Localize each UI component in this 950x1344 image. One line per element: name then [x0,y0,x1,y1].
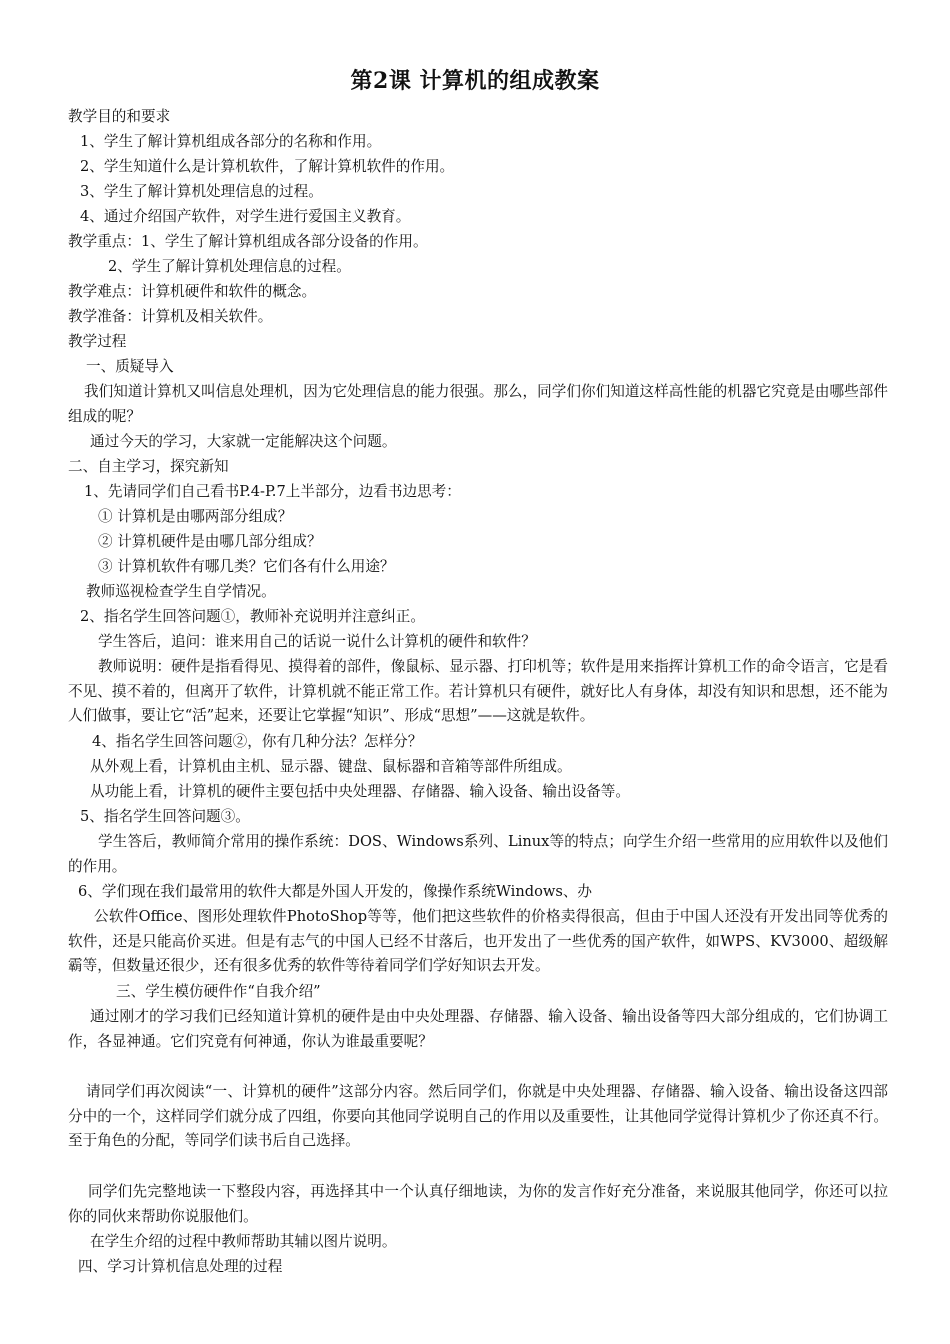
question-item: ② 计算机硬件是由哪几部分组成？ [98,533,322,550]
section-heading: 二、自主学习，探究新知 [68,458,229,475]
document-title: 第2课 计算机的组成教案 [350,68,600,94]
body-paragraph: 公软件Office、图形处理软件PhotoShop等等，他们把这些软件的价格卖得很高，但由于中国人还没有开发出同等优秀的软件，还是只能高价买进。但是有志气的中国人已经不甘落后，也开发出了一些优秀的国产软件，如WPS、KV3000、超级解霸等，但数量还很少，还有很多优秀的软件等待着同学们学好知识去开发。 [68,908,888,974]
heading-objectives: 教学目的和要求 [68,108,171,125]
body-paragraph: 教师说明：硬件是指看得见、摸得着的部件，像鼠标、显示器、打印机等；软件是用来指挥计算机工作的命令语言，它是看不见、摸不着的，但离开了软件，计算机就不能正常工作。若计算机只有硬件，就好比人有身体，却没有知识和思想，还不能为人们做事，要让它“活”起来，还要让它掌握“知识”、形成“思想”——这就是软件。 [68,658,888,724]
list-item: 4、指名学生回答问题②，你有几种分法？怎样分？ [92,733,423,750]
body-paragraph: 在学生介绍的过程中教师帮助其辅以图片说明。 [90,1233,397,1250]
body-paragraph: 从功能上看，计算机的硬件主要包括中央处理器、存储器、输入设备、输出设备等。 [90,783,630,800]
list-item: 6、学们现在我们最常用的软件大都是外国人开发的，像操作系统Windows、办 [78,883,593,900]
list-item: 1、先请同学们自己看书P.4-P.7上半部分，边看书边思考： [84,483,461,500]
section-heading: 三、学生模仿硬件作“自我介绍” [116,983,321,1000]
body-paragraph: 学生答后，追问：谁来用自己的话说一说什么计算机的硬件和软件？ [98,633,536,650]
objective-item: 2、学生知道什么是计算机软件，了解计算机软件的作用。 [80,158,455,175]
preparation: 教学准备：计算机及相关软件。 [68,308,273,325]
heading-process: 教学过程 [68,333,127,350]
list-item: 2、指名学生回答问题①，教师补充说明并注意纠正。 [80,608,425,625]
question-item: ① 计算机是由哪两部分组成？ [98,508,293,525]
section-heading: 一、质疑导入 [86,358,174,375]
key-points: 教学重点：1、学生了解计算机组成各部分设备的作用。 [68,233,428,250]
body-paragraph: 学生答后，教师简介常用的操作系统：DOS、Windows系列、Linux等的特点；向学生介绍一些常用的应用软件以及他们的作用。 [68,833,888,875]
objective-item: 3、学生了解计算机处理信息的过程。 [80,183,323,200]
section-heading: 四、学习计算机信息处理的过程 [78,1258,283,1275]
question-item: ③ 计算机软件有哪几类？它们各有什么用途？ [98,558,395,575]
objective-item: 1、学生了解计算机组成各部分的名称和作用。 [80,133,382,150]
list-item: 5、指名学生回答问题③。 [80,808,250,825]
body-paragraph: 通过刚才的学习我们已经知道计算机的硬件是由中央处理器、存储器、输入设备、输出设备等四大部分组成的，它们协调工作，各显神通。它们究竟有何神通，你认为谁最重要呢？ [68,1008,888,1050]
body-paragraph: 从外观上看，计算机由主机、显示器、键盘、鼠标器和音箱等部件所组成。 [90,758,572,775]
body-paragraph: 通过今天的学习，大家就一定能解决这个问题。 [90,433,397,450]
key-points-item: 2、学生了解计算机处理信息的过程。 [108,258,351,275]
body-paragraph: 我们知道计算机又叫信息处理机，因为它处理信息的能力很强。那么，同学们你们知道这样高性能的机器它究竟是由哪些部件组成的呢？ [68,383,888,425]
difficulties: 教学难点：计算机硬件和软件的概念。 [68,283,317,300]
body-paragraph: 同学们先完整地读一下整段内容，再选择其中一个认真仔细地读，为你的发言作好充分准备，来说服其他同学，你还可以拉你的同伙来帮助你说服他们。 [68,1183,888,1225]
body-paragraph: 教师巡视检查学生自学情况。 [86,583,276,600]
objective-item: 4、通过介绍国产软件，对学生进行爱国主义教育。 [80,208,411,225]
body-paragraph: 请同学们再次阅读“一、计算机的硬件”这部分内容。然后同学们，你就是中央处理器、存储器、输入设备、输出设备这四部分中的一个，这样同学们就分成了四组，你要向其他同学说明自己的作用以及重要性，让其他同学觉得计算机少了你还真不行。至于角色的分配，等同学们读书后自己选择。 [68,1083,888,1149]
